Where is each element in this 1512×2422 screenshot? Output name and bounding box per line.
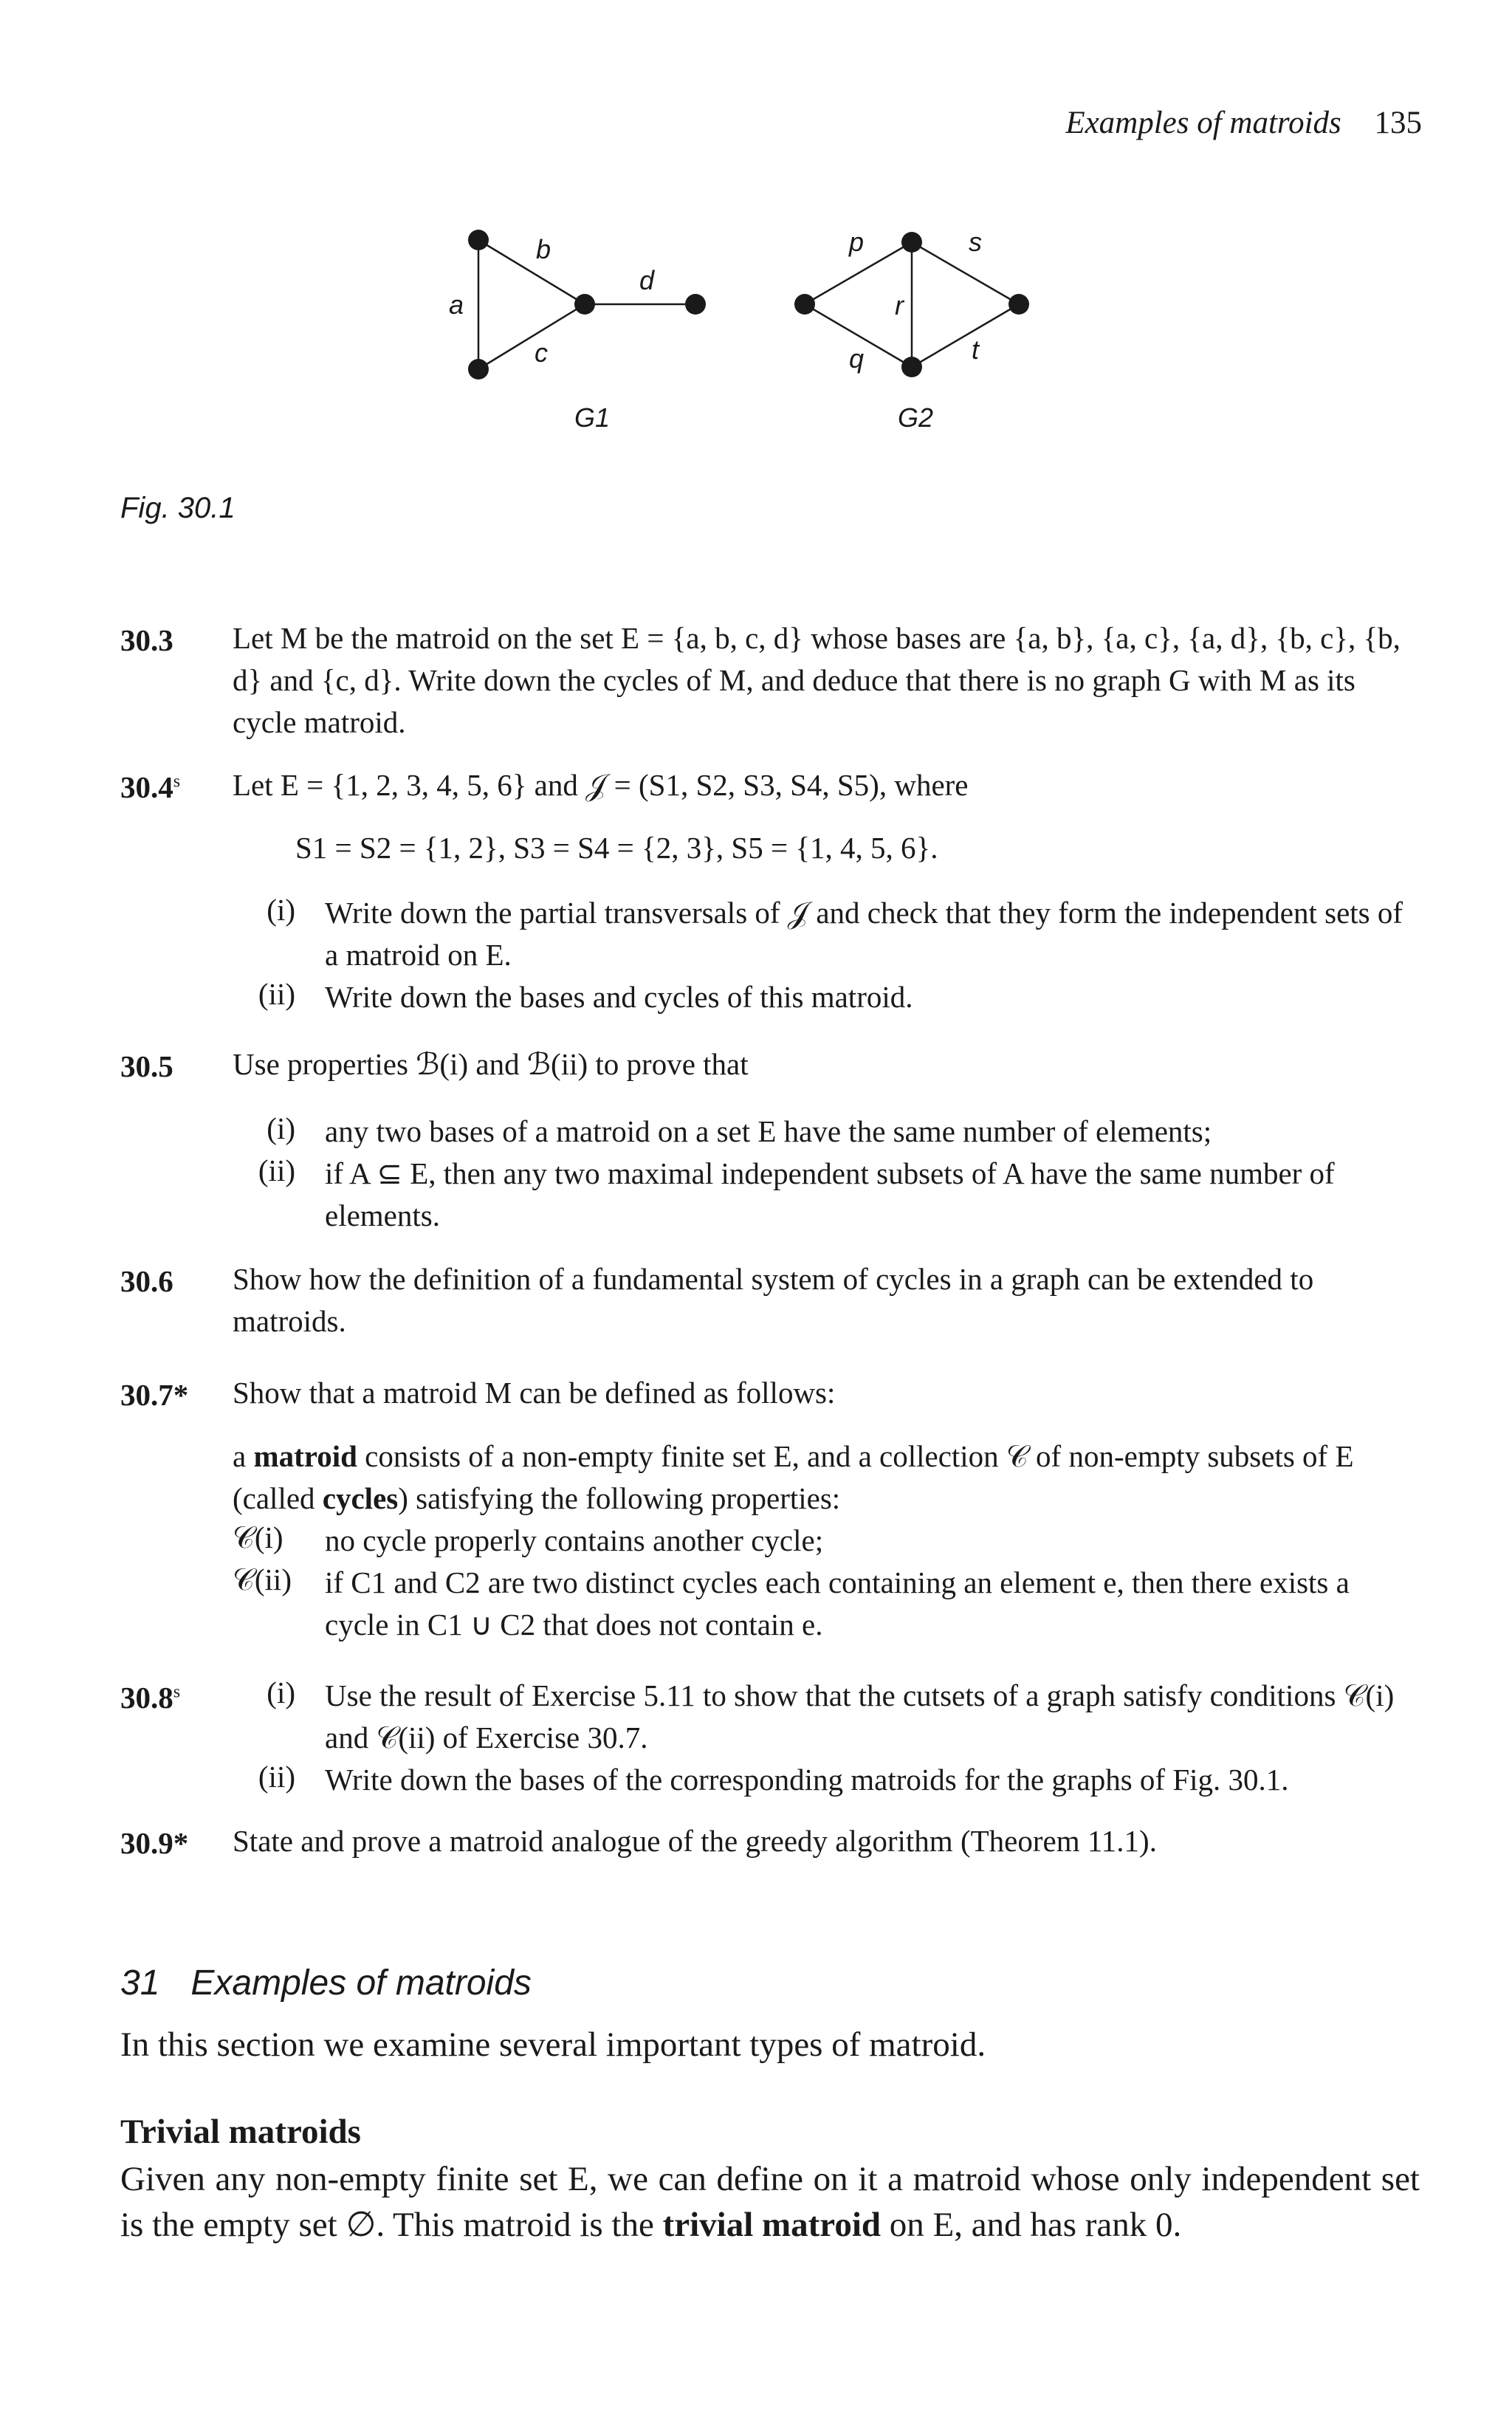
part-label: 𝒞(ii)	[233, 1562, 292, 1596]
part-text: no cycle properly contains another cycle;	[325, 1523, 824, 1557]
g1-label-c: c	[535, 337, 548, 368]
g1-edge-c	[478, 304, 585, 369]
exercise-marker: s	[173, 772, 181, 792]
exercise-number	[120, 1680, 180, 1715]
g2-name: G2	[898, 402, 934, 433]
exercise-number-text: 30.5	[120, 1049, 173, 1083]
part-label: (i)	[267, 1111, 295, 1145]
part-text: Use the result of Exercise 5.11 to show that the cutsets of a graph satisfy conditions 𝒞(i) and 𝒞(ii) of Exercise 30.7.	[325, 1678, 1395, 1754]
g1-vertex	[685, 294, 706, 315]
part-text: Write down the bases of the corresponding matroids for the graphs of Fig. 30.1.	[325, 1763, 1289, 1797]
part-text: if C1 and C2 are two distinct cycles each containing an element e, then there exists a cycle in C1 ∪ C2 that does not contain e.	[325, 1565, 1350, 1641]
part-text: Write down the partial transversals of 𝒥 and check that they form the independent sets of a matroid on E.	[325, 896, 1403, 972]
g2-label-s: s	[969, 227, 982, 257]
g1-label-b: b	[536, 234, 551, 264]
part-label: 𝒞(i)	[233, 1520, 284, 1554]
part-text: any two bases of a matroid on a set E have the same number of elements;	[325, 1114, 1212, 1148]
section-number: 31	[120, 1963, 160, 2003]
exercise-marker: s	[173, 1682, 181, 1702]
g2-label-t: t	[972, 335, 980, 365]
g2-label-r: r	[895, 290, 904, 320]
part-label: (ii)	[258, 977, 295, 1011]
body-paragraph	[120, 2156, 1420, 2248]
running-title: Examples of matroids	[1065, 106, 1341, 140]
page-number: 135	[1374, 106, 1422, 140]
exercise-text: Show that a matroid M can be defined as follows:	[233, 1376, 836, 1410]
exercise-number	[120, 1263, 173, 1299]
exercise-number	[120, 622, 173, 658]
paragraph-term: trivial matroid	[662, 2206, 882, 2244]
g2-label-q: q	[849, 343, 865, 374]
g1-vertex	[468, 359, 489, 380]
figure-caption: Fig. 30.1	[120, 492, 236, 524]
exercise-text: Let E = {1, 2, 3, 4, 5, 6} and 𝒥 = (S1, S2, S3, S4, S5), where	[233, 768, 969, 802]
exercise-text: State and prove a matroid analogue of the greedy algorithm (Theorem 11.1).	[233, 1824, 1157, 1858]
g2-label-p: p	[849, 227, 865, 257]
matroid-definition	[233, 1435, 1420, 1520]
exercise-number-text: 30.6	[120, 1264, 173, 1298]
running-header	[1065, 105, 1422, 141]
exercise-text: Use properties ℬ(i) and ℬ(ii) to prove that	[233, 1047, 749, 1081]
section-heading	[120, 1963, 532, 2003]
display-equation: S1 = S2 = {1, 2}, S3 = S4 = {2, 3}, S5 = {1, 4, 5, 6}.	[295, 831, 938, 865]
exercise-text: Let M be the matroid on the set E = {a, b, c, d} whose bases are {a, b}, {a, c}, {a, d}, {b, c}, {b, d} and {c, d}. Write down the cycles of M, and deduce that there is no graph G with M as its cycle matroid.	[233, 621, 1401, 739]
g2-vertex	[901, 232, 922, 253]
paragraph-post: on E, and has rank 0.	[881, 2206, 1182, 2244]
exercise-number-text: 30.7	[120, 1378, 173, 1412]
definition-term-cycles: cycles	[322, 1481, 399, 1515]
g1-label-a: a	[449, 289, 464, 320]
paragraph-pre: Given any non-empty finite set E, we can define on it a matroid whose only independent set is the empty set ∅. This matroid is the	[120, 2160, 1420, 2244]
g1-edge-b	[478, 240, 585, 304]
exercise-number-text: 30.4	[120, 770, 173, 804]
g1-label-d: d	[639, 265, 655, 295]
exercise-number-text: 30.9	[120, 1826, 173, 1860]
exercise-number	[120, 769, 180, 805]
part-label: (i)	[267, 893, 295, 927]
g2-edge-s	[912, 242, 1019, 304]
exercise-number-text: 30.3	[120, 623, 173, 657]
graph-g2	[805, 242, 1019, 367]
exercise-number	[120, 1825, 188, 1861]
part-label: (ii)	[258, 1153, 295, 1187]
part-text: Write down the bases and cycles of this matroid.	[325, 980, 913, 1014]
definition-term-matroid: matroid	[253, 1439, 357, 1473]
definition-pre: a	[233, 1439, 254, 1473]
definition-post: ) satisfying the following properties:	[398, 1481, 841, 1515]
g2-edge-t	[912, 304, 1019, 367]
exercise-number-text: 30.8	[120, 1681, 173, 1715]
g2-vertex	[901, 357, 922, 377]
g1-name: G1	[574, 402, 611, 433]
g1-vertex	[468, 230, 489, 250]
exercise-marker: *	[173, 1378, 189, 1412]
section-intro: In this section we examine several important types of matroid.	[120, 2025, 986, 2064]
exercise-text: Show how the definition of a fundamental system of cycles in a graph can be extended to matroids.	[233, 1262, 1314, 1338]
exercise-marker: *	[173, 1826, 189, 1860]
section-title: Examples of matroids	[190, 1963, 532, 2003]
g2-vertex	[1008, 294, 1029, 315]
part-label: (ii)	[258, 1760, 295, 1794]
subheading: Trivial matroids	[120, 2113, 361, 2151]
g2-vertex	[794, 294, 815, 315]
figure-graphs	[413, 214, 1048, 450]
definition-mid: consists of a non-empty finite set E, and a collection 𝒞 of non-empty subsets of E (called	[233, 1439, 1354, 1515]
part-label: (i)	[267, 1675, 295, 1709]
part-text: if A ⊆ E, then any two maximal independent subsets of A have the same number of elements.	[325, 1156, 1335, 1232]
exercise-number	[120, 1377, 188, 1413]
exercise-number	[120, 1049, 173, 1084]
g1-vertex	[574, 294, 595, 315]
